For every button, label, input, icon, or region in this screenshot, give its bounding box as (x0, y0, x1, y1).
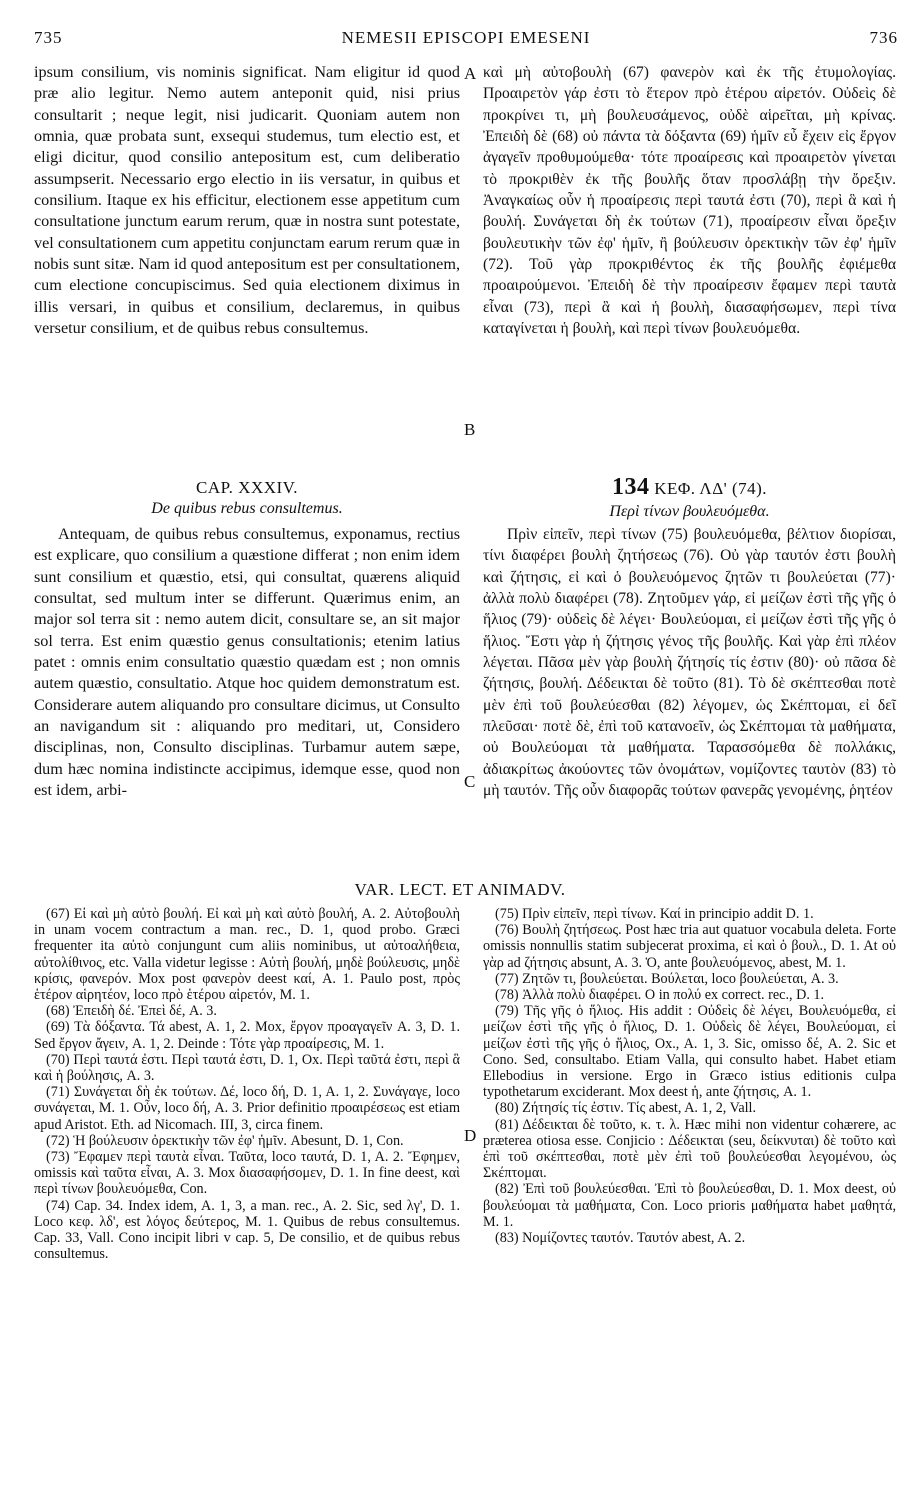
latin-chapter-subtitle: De quibus rebus consultemus. (151, 500, 343, 517)
footnote: (81) Δέδεικται δὲ τοῦτο, κ. τ. λ. Hæc mihi non videntur cohærere, ac præterea otiosa esse. Conjicio : Δέδεικται (seu, δείκνυται) δὲ τοῦτο καὶ ἐπὶ τοῦ σκέπτεσθαι, ποτὲ μὲν ἐπὶ τοῦ βουλεύεσθαι λεγομένου, ὡς Σκέπτομαι. (483, 1116, 896, 1182)
footnote: (80) Ζήτησίς τίς ἐστιν. Τίς abest, A. 1, 2, Vall. (495, 1100, 757, 1117)
footnote: (77) Ζητῶν τι, βουλεύεται. Βούλεται, loco βουλεύεται, A. 3. (495, 970, 839, 987)
margin-marker-c: C (464, 772, 476, 791)
greek-paragraph-top: καὶ μὴ αὐτοβουλὴ (67) φανερὸν καὶ ἐκ τῆς ἐτυμολογίας. Προαιρετὸν γάρ ἐστι τὸ ἕτερον πρὸ ἑτέρου αἱρετόν. Οὐδεὶς δὲ προκρίνει τι, μὴ βουλευσάμενος, οὐδὲ αἱρεῖται, μὴ κρίνας. Ἐπειδὴ δὲ (68) οὐ πάντα τὰ δόξαντα (69) ἡμῖν εὖ ἔχειν εἰς ἔργον ἀγαγεῖν προθυμούμεθα· τότε προαίρεσις καὶ προαιρετὸν γίνεται τὸ προκριθὲν ἐκ τῆς βουλῆς ὅταν προσλάβῃ τὴν ὄρεξιν. Ἀναγκαίως οὖν ἡ προαίρεσις περὶ ταυτά ἐστι (70), περὶ ἃ καὶ ἡ βουλή. Συνάγεται δὴ ἐκ τούτων (71), προαίρεσιν εἶναι ὄρεξιν βουλευτικὴν τῶν ἐφ' ἡμῖν, ἢ βούλευσιν ὀρεκτικὴν τῶν ἐφ' ἡμῖν (72). Τοῦ γὰρ προκριθέντος ἐκ τῆς βουλῆς ἐφιέμεθα προαιρούμενοι. Ἐπειδὴ δὲ τὴν προαίρεσιν ἔφαμεν περὶ ταυτὰ εἶναι (73), περὶ ἃ καὶ ἡ βουλὴ, διασαφήσωμεν, περὶ τίνα καταγίνεται ἡ βουλὴ, καὶ περὶ τίνων βουλευόμεθα. (483, 64, 896, 338)
footnote: (71) Συνάγεται δὴ ἐκ τούτων. Δέ, loco δή, D. 1, A. 1, 2. Συνάγαγε, loco συνάγεται, M. 1. Οὖν, loco δή, A. 3. Prior definitio προαιρέσεως est etiam apud Aristot. Eth. ad Nicomach. III, 3, circa finem. (34, 1084, 460, 1133)
latin-chapter-heading (34, 478, 460, 518)
margin-marker-d: D (464, 1126, 477, 1145)
running-header (34, 28, 898, 52)
greek-column-top (483, 62, 896, 339)
variants-heading: VAR. LECT. ET ANIMADV. (354, 880, 566, 899)
footnote: (67) Εἰ καὶ μὴ αὐτὸ βουλή. Εἰ καὶ μὴ καὶ αὐτὸ βουλή, A. 2. Αὐτοβουλὴ in unam vocem contractum a man. rec., D. 1, quod probo. Græci frequenter ita αὐτὸ conjungunt cum aliis nominibus, ut αὐτοαλήθεια, αὐτολίθινος, etc. Valla videtur legisse : Αὐτὴ βουλή, μηδὲ βούλευσις, μηδὲ κρίσις, φανερόν. Mox post φανερὸν deest καί, A. 1. Paulo post, πρὸς ἑτέρον αἱρητέον, loco πρὸ ἑτέρου αἱρετόν, M. 1. (34, 906, 460, 1004)
footnote: (68) Ἐπειδὴ δέ. Ἐπεὶ δέ, A. 3. (46, 1003, 217, 1020)
right-page-number: 736 (869, 28, 898, 47)
margin-marker-a: A (464, 64, 477, 83)
greek-chapter-subtitle: Περὶ τίνων βουλευόμεθα. (609, 503, 770, 520)
footnote: (78) Ἀλλὰ πολὺ διαφέρει. O in πολύ ex correct. rec., D. 1. (495, 987, 825, 1004)
latin-paragraph-mid: Antequam, de quibus rebus consultemus, exponamus, rectius est explicare, quo consilium a quæstione differat ; non enim idem sunt consilium et quæstio, etsi, qui consultat, quærens aliquid consultat, sed multum inter se differunt. Quærimus enim, an major sol terra sit : nemo autem dicit, consultare se, an sit major sol terra. Est enim quæstio genus consultationis; etenim latius patet : omnis enim consultatio quæstio quædam est ; non omnis autem quæstio, consultatio. Atque hoc quidem demonstratum est. Considerare autem aliquando pro consultare dicimus, ut Consulto an navigandum sit : aliquando pro meditari, ut, Considero disciplinas, non, Consulto disciplinas. Turbamur autem sæpe, dum hæc nomina indistincte accipimus, idemque esse, quod non est idem, arbi- (34, 525, 460, 800)
notes-left-column (34, 906, 460, 1262)
greek-chapter-heading (483, 474, 896, 521)
footnote: (74) Cap. 34. Index idem, A. 1, 3, a man. rec., A. 2. Sic, sed λγ', D. 1. Loco κεφ. λδ', est λόγος δεύτερος, M. 1. Quibus de rebus consultemus. Cap. 33, Vall. Cono incipit libri v cap. 5, De consilio, et de quibus rebus consultemus. (34, 1197, 460, 1263)
latin-column-mid (34, 524, 460, 801)
notes-right-column (483, 906, 896, 1246)
footnote: (76) Βουλὴ ζητήσεως. Post hæc tria aut quatuor vocabula deleta. Forte omissis nonnullis statim subjecerat proxima, εἰ καὶ ὁ βουλ., D. 1. At οὐ γὰρ ad ζήτησις absunt, A. 3. Ὁ, ante βουλευόμενος, abest, M. 1. (483, 922, 896, 971)
latin-paragraph-top: ipsum consilium, vis nominis significat. Nam eligitur id quod præ alio legitur. Nemo autem anteponit quid, nisi prius consultarit ; neque legit, nisi judicarit. Quoniam autem non omnia, quæ probata sunt, exsequi studemus, tum electio est, et eligi dicitur, quod consilio antepositum est, cum deliberatio assumpserit. Necessario ergo electio in iis versatur, in quibus et consilium. Itaque ex his efficitur, electionem esse appetitum cum consultatione junctum earum rerum, quæ in nostra sunt potestate, vel consultationem cum appetitu conjunctam earum rerum quæ in nobis sunt sitæ. Nam id quod antepositum est per consultationem, cum electione concupiscimus. Sed quia electionem diximus in illis versari, in quibus et consilium, declaremus, in quibus versetur consilium, et de quibus rebus consultemus. (34, 63, 460, 338)
greek-chapter-title: ΚΕΦ. ΛΔ' (74). (654, 479, 768, 498)
footnote: (69) Τὰ δόξαντα. Τά abest, A. 1, 2. Mox, ἔργον προαγαγεῖν A. 3, D. 1. Sed ἔργον ἄγειν, A. 1, 2. Deinde : Τότε γὰρ προαίρεσις, M. 1. (34, 1019, 460, 1052)
footnote: (70) Περὶ ταυτά ἐστι. Περὶ ταυτά ἐστι, D. 1, Ox. Περὶ ταῦτά ἐστι, περὶ ἃ καὶ ἡ βούλησις, A. 3. (34, 1051, 460, 1085)
latin-chapter-title: CAP. XXXIV. (195, 478, 298, 497)
margin-marker-b: B (464, 420, 476, 439)
footnote: (72) Ἡ βούλευσιν ὀρεκτικὴν τῶν ἐφ' ἡμῖν. Abesunt, D. 1, Con. (46, 1132, 404, 1149)
greek-column-mid (483, 524, 896, 801)
running-title: NEMESII EPISCOPI EMESENI (341, 28, 591, 47)
greek-chapter-number: 134 (611, 474, 650, 500)
footnote: (83) Νομίζοντες ταυτόν. Ταυτόν abest, A. 2. (495, 1230, 746, 1247)
footnote: (82) Ἐπὶ τοῦ βουλεύεσθαι. Ἐπὶ τὸ βουλεύεσθαι, D. 1. Mox deest, οὐ βουλεύομαι τὰ μαθήματα, Con. Loco prioris μαθήματα habet μαθητά, M. 1. (483, 1181, 896, 1230)
footnote: (73) Ἔφαμεν περὶ ταυτὰ εἶναι. Ταῦτα, loco ταυτά, D. 1, A. 2. Ἔφημεν, omissis καὶ ταῦτα εἶναι, A. 3. Mox διασαφήσομεν, D. 1. In fine deest, καὶ περὶ τίνων βουλευόμεθα, Con. (34, 1149, 460, 1198)
footnote: (75) Πρὶν εἰπεῖν, περὶ τίνων. Καί in principio addit D. 1. (495, 906, 814, 922)
footnote: (79) Τῆς γῆς ὁ ἥλιος. His addit : Οὐδεὶς δὲ λέγει, Βουλευόμεθα, εἰ μείζων ἐστὶ τῆς γῆς ὁ ἥλιος, D. 1. Οὐδεὶς δὲ λέγει, Βουλεύομαι, εἰ μείζων ἐστὶ τῆς γῆς ὁ ἥλιος, Ox., A. 1, 3. Sic, omisso δέ, A. 2. Sic et Cono. Sed, consultabo. Etiam Valla, qui consulto habet. Habet etiam Ellebodius in versione. Ergo in Græco istius editionis culpa typothetarum exciderant. Mox deest ἡ, ante ζήτησις, A. 1. (483, 1003, 896, 1101)
left-page-number: 735 (34, 28, 63, 47)
greek-paragraph-mid: Πρὶν εἰπεῖν, περὶ τίνων (75) βουλευόμεθα, βέλτιον διορίσαι, τίνι διαφέρει βουλὴ ζητήσεως (76). Οὐ γὰρ ταυτόν ἐστι βουλὴ καὶ ζήτησις, εἰ καὶ ὁ βουλευόμενος ζητῶν τι βουλεύεται (77)· ἀλλὰ πολὺ διαφέρει (78). Ζητοῦμεν γάρ, εἰ μείζων ἐστὶ τῆς γῆς ὁ ἥλιος (79)· οὐδεὶς δὲ λέγει· Βουλεύομαι, εἰ μείζων ἐστὶ τῆς γῆς ὁ ἥλιος. Ἔστι γὰρ ἡ ζήτησις γένος τῆς βουλῆς. Καὶ γὰρ ἐπὶ πλέον λέγεται. Πᾶσα μὲν γὰρ βουλὴ ζήτησίς τίς ἐστιν (80)· οὐ πᾶσα δὲ ζήτησις, βουλή. Δέδεικται δὲ τοῦτο (81). Τὸ δὲ σκέπτεσθαι ποτὲ μὲν ἐπὶ τοῦ βουλεύεσθαι (82) λέγομεν, ὡς Σκέπτομαι, εἰ δεῖ πλεῦσαι· ποτὲ δὲ, ἐπὶ τοῦ κατανοεῖν, ὡς Σκέπτομαι τὰ μαθήματα, οὐ Βουλεύομαι τὰ μαθήματα. Ταρασσόμεθα δὲ πολλάκις, ἀδιακρίτως ἀκούοντες τῶν ὀνομάτων, νομίζοντες ταυτὸν (83) τὸ μὴ ταυτόν. Τῆς οὖν διαφορᾶς τούτων φανερᾶς γενομένης, ῥητέον (483, 526, 896, 800)
latin-column-top (34, 62, 460, 339)
